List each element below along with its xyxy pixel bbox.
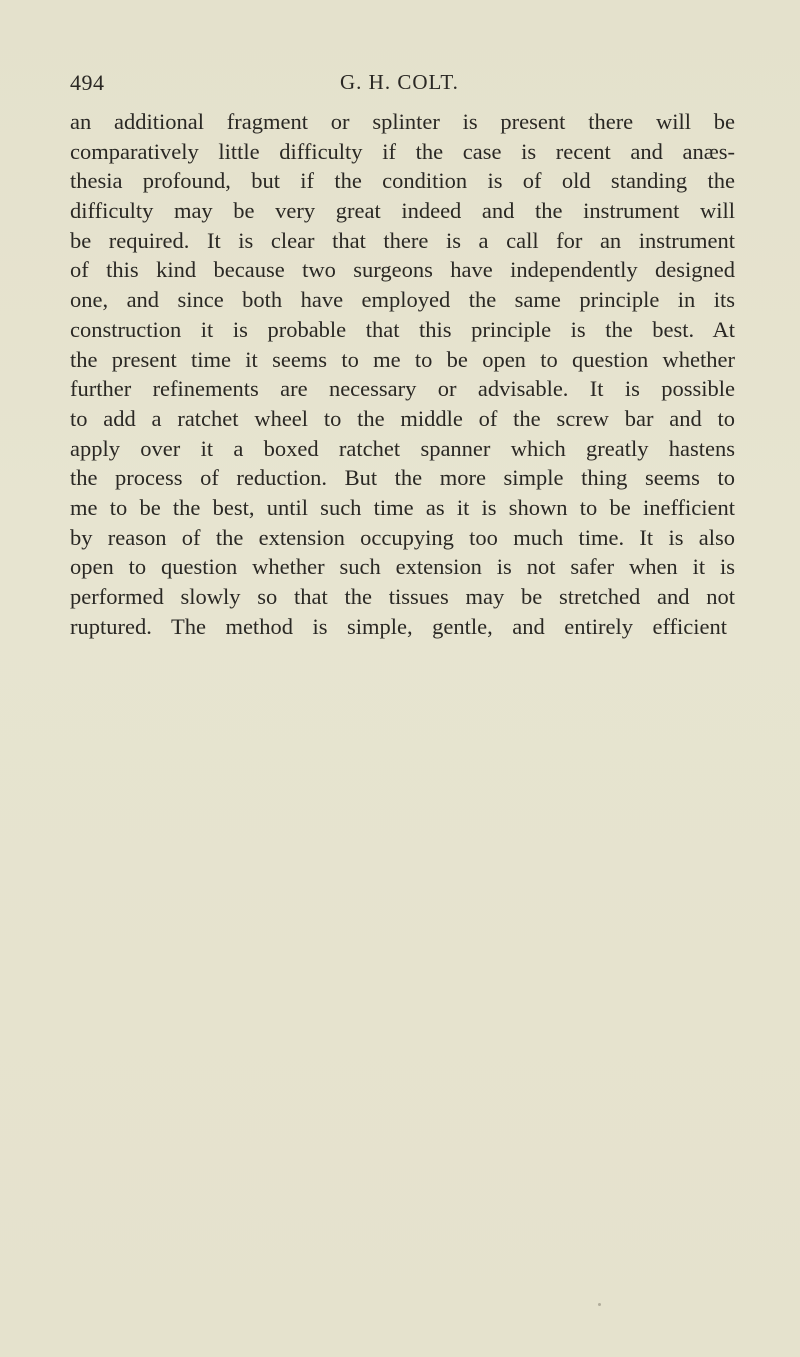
text-line: comparatively little difficulty if the case is recent and anæs- — [70, 138, 735, 164]
text-line: an additional fragment or splinter is present there will be — [70, 109, 735, 134]
text-line: by reason of the extension occupying too much time. It is also — [70, 524, 735, 550]
text-line: thesia profound, but if the condition is of old standing the — [70, 168, 735, 194]
text-line: be required. It is clear that there is a call for an instrument — [70, 227, 735, 253]
text-line: to add a ratchet wheel to the middle of the screw bar and to — [70, 405, 735, 431]
text-line: performed slowly so that the tissues may be stretched and not — [70, 584, 735, 609]
paper-speck — [598, 1303, 601, 1306]
text-line: the process of reduction. But the more simple thing seems to — [70, 465, 735, 491]
text-line: me to be the best, until such time as it is shown to be inefficient — [70, 494, 735, 520]
text-line-last: ruptured. The method is simple, gentle, and entirely efficient — [70, 613, 727, 639]
body-text — [70, 107, 735, 641]
text-line: one, and since both have employed the same principle in its — [70, 287, 735, 313]
text-line: construction it is probable that this principle is the best. At — [70, 316, 735, 342]
page-number: 494 — [70, 70, 105, 95]
text-line: the present time it seems to me to be open to question whether — [70, 346, 735, 372]
text-line: open to question whether such extension is not safer when it is — [70, 554, 735, 580]
text-line: apply over it a boxed ratchet spanner which greatly hastens — [70, 435, 735, 461]
text-line: of this kind because two surgeons have independently designed — [70, 257, 735, 283]
text-line: difficulty may be very great indeed and the instrument will — [70, 198, 735, 224]
text-line: further refinements are necessary or advisable. It is possible — [70, 376, 735, 402]
running-head — [70, 70, 730, 100]
running-title: G. H. COLT. — [340, 70, 459, 94]
